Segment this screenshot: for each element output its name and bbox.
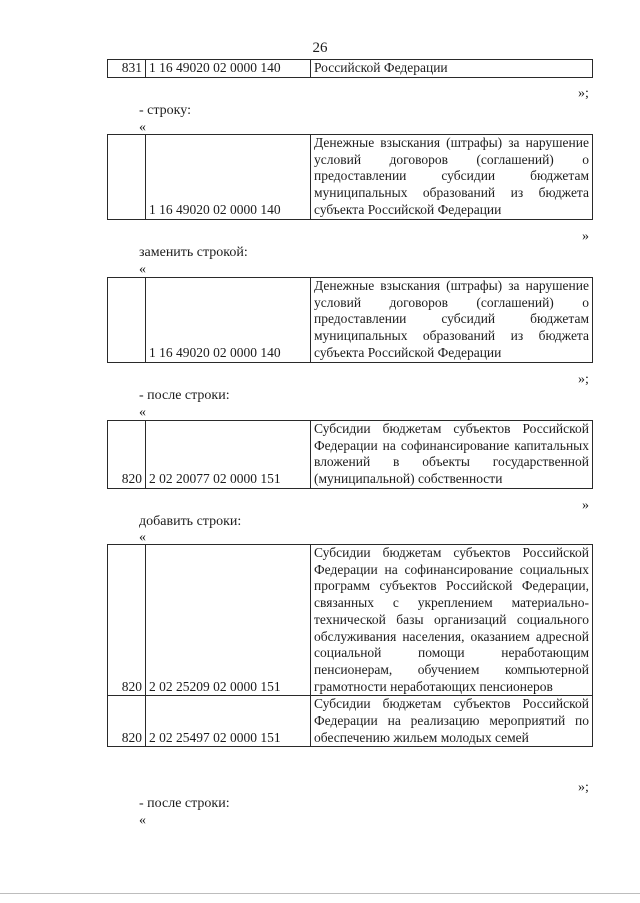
description-cell: Субсидии бюджетам субъектов Российской Федерации на софинансирование социальных программ субъектов Российской Федерации, связанных с укреплением материально-технической базы организаций социального обслуживания населения, оказанием адресной социальной помощи неработающим пенсионерам, обучением компьютерной грамотности неработающих пенсионеров [311, 545, 593, 696]
classification-code-cell: 1 16 49020 02 0000 140 [146, 278, 311, 363]
admin-code-cell: 820 [108, 696, 146, 747]
table-row [108, 135, 593, 220]
classification-code-cell: 1 16 49020 02 0000 140 [146, 135, 311, 220]
table-top-row [107, 59, 593, 78]
classification-code-cell: 1 16 49020 02 0000 140 [146, 60, 311, 78]
table-row [108, 421, 593, 489]
opening-quote: « [139, 813, 146, 828]
classification-code-cell: 2 02 25209 02 0000 151 [146, 545, 311, 696]
instruction-label: заменить строкой: [139, 245, 248, 260]
description-cell: Денежные взыскания (штрафы) за нарушение условий договоров (соглашений) о предоставлении субсидии бюджетам муниципальных образований из бюджета субъекта Российской Федерации [311, 135, 593, 220]
page-bottom-rule [0, 893, 640, 894]
instruction-label: - после строки: [139, 388, 230, 403]
instruction-label: - строку: [139, 103, 191, 118]
table-row [108, 60, 593, 78]
table-after-row [107, 420, 593, 489]
instruction-label: добавить строки: [139, 514, 242, 529]
page-number: 26 [312, 40, 328, 56]
opening-quote: « [139, 530, 146, 545]
opening-quote: « [139, 405, 146, 420]
table-added-rows [107, 544, 593, 747]
admin-code-cell: 820 [108, 545, 146, 696]
admin-code-cell: 820 [108, 421, 146, 489]
classification-code-cell: 2 02 25497 02 0000 151 [146, 696, 311, 747]
closing-quote: » [582, 229, 589, 244]
admin-code-cell [108, 135, 146, 220]
closing-quote: »; [578, 372, 589, 387]
table-row [108, 545, 593, 696]
instruction-label: - после строки: [139, 796, 230, 811]
description-cell: Денежные взыскания (штрафы) за нарушение условий договоров (соглашений) о предоставлении субсидий бюджетам муниципальных образований из бюджета субъекта Российской Федерации [311, 278, 593, 363]
table-row [108, 278, 593, 363]
description-cell: Субсидии бюджетам субъектов Российской Федерации на реализацию мероприятий по обеспечению жильем молодых семей [311, 696, 593, 747]
table-new-row [107, 277, 593, 363]
description-cell: Российской Федерации [311, 60, 593, 78]
closing-quote: »; [578, 86, 589, 101]
closing-quote: » [582, 498, 589, 513]
admin-code-cell: 831 [108, 60, 146, 78]
opening-quote: « [139, 262, 146, 277]
classification-code-cell: 2 02 20077 02 0000 151 [146, 421, 311, 489]
admin-code-cell [108, 278, 146, 363]
description-cell: Субсидии бюджетам субъектов Российской Федерации на софинансирование капитальных вложений в объекты государственной (муниципальной) собственности [311, 421, 593, 489]
opening-quote: « [139, 120, 146, 135]
closing-quote: »; [578, 780, 589, 795]
table-old-row [107, 134, 593, 220]
table-row [108, 696, 593, 747]
